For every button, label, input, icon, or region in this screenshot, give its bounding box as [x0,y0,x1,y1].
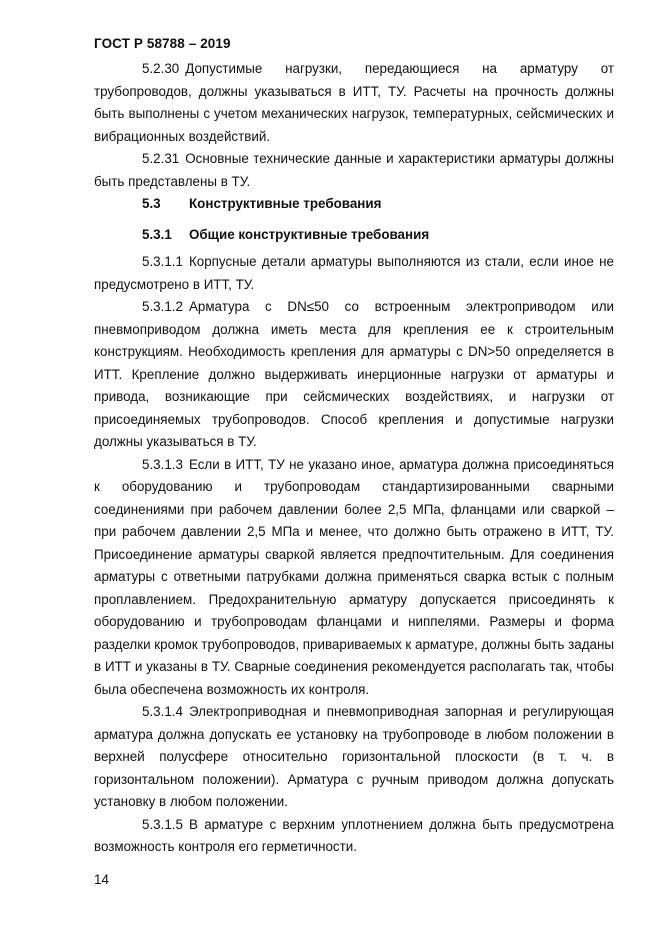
subsection-title: Общие конструктивные требования [189,227,430,242]
paragraph-text: Допустимые нагрузки, передающиеся на арматуру от трубопроводов, должны указываться в ИТТ, ТУ. Расчеты на прочность должны быть выполнены с учетом механических нагрузок, температурных, сейсмических и вибрационных воздействий. [94,61,614,144]
subsection-number: 5.3.1 [142,227,172,242]
paragraph-5-2-31 [94,148,614,193]
clause-5-3-1-2 [94,296,614,454]
document-body [94,58,614,859]
paragraph-5-2-30 [94,58,614,148]
document-header: ГОСТ Р 58788 – 2019 [94,36,231,51]
clause-text: В арматуре с верхним уплотнением должна быть предусмотрена возможность контроля его герметичности. [94,816,614,854]
subsection-heading [94,224,614,251]
page-number: 14 [94,872,109,887]
clause-5-3-1-3 [94,454,614,702]
clause-text: Если в ИТТ, ТУ не указано иное, арматура должна присоединяться к оборудованию и трубопроводам стандартизированными сварными соединениями при рабочем давлении более 2,5 МПа, фланцами или сваркой – при рабочем давлении 2,5 МПа и менее, что должно быть отражено в ИТТ, ТУ. Присоединение арматуры сваркой является предпочтительным. Для соединения арматуры с ответными патрубками должна применяться сварка встык с полным проплавлением. Предохранительную арматуру допускается присоединять к оборудованию и трубопроводам фланцами и ниппелями. Размеры и форма разделки кромок трубопроводов, привариваемых к арматуре, должны быть заданы в ИТТ и указаны в ТУ. Сварные соединения рекомендуется располагать так, чтобы была обеспечена возможность их контроля. [94,456,614,697]
clause-5-3-1-4 [94,701,614,814]
clause-number: 5.3.1.2 [142,299,183,314]
clause-text: Арматура с DN≤50 со встроенным электроприводом или пневмоприводом должна иметь места для крепления ее к строительным конструкциям. Необходимость крепления для арматуры с DN>50 определяется в ИТТ. Крепление должно выдерживать инерционные нагрузки от арматуры и привода, возникающие при сейсмических воздействиях, и нагрузки от присоединяемых трубопроводов. Способ крепления и допустимые нагрузки должны указываться в ТУ. [94,299,614,449]
section-title: Конструктивные требования [189,196,382,211]
clause-text: Корпусные детали арматуры выполняются из стали, если иное не предусмотрено в ИТТ, ТУ. [94,254,614,292]
paragraph-text: Основные технические данные и характеристики арматуры должны быть представлены в ТУ. [94,151,614,189]
clause-5-3-1-5 [94,814,614,859]
paragraph-number: 5.2.30 [142,61,180,76]
clause-number: 5.3.1.1 [142,254,183,269]
paragraph-number: 5.2.31 [142,151,180,166]
section-heading [94,193,614,224]
clause-number: 5.3.1.4 [142,704,183,719]
clause-number: 5.3.1.3 [142,456,183,472]
clause-text: Электроприводная и пневмоприводная запорная и регулирующая арматура должна допускать ее установку на трубопроводе в любом положении в верхней полусфере относительно горизонтальной плоскости (в т. ч. в горизонтальном положении). Арматура с ручным приводом должна допускать установку в любом положении. [94,704,614,809]
section-number: 5.3 [142,196,161,211]
clause-5-3-1-1 [94,251,614,296]
clause-number: 5.3.1.5 [142,816,183,832]
